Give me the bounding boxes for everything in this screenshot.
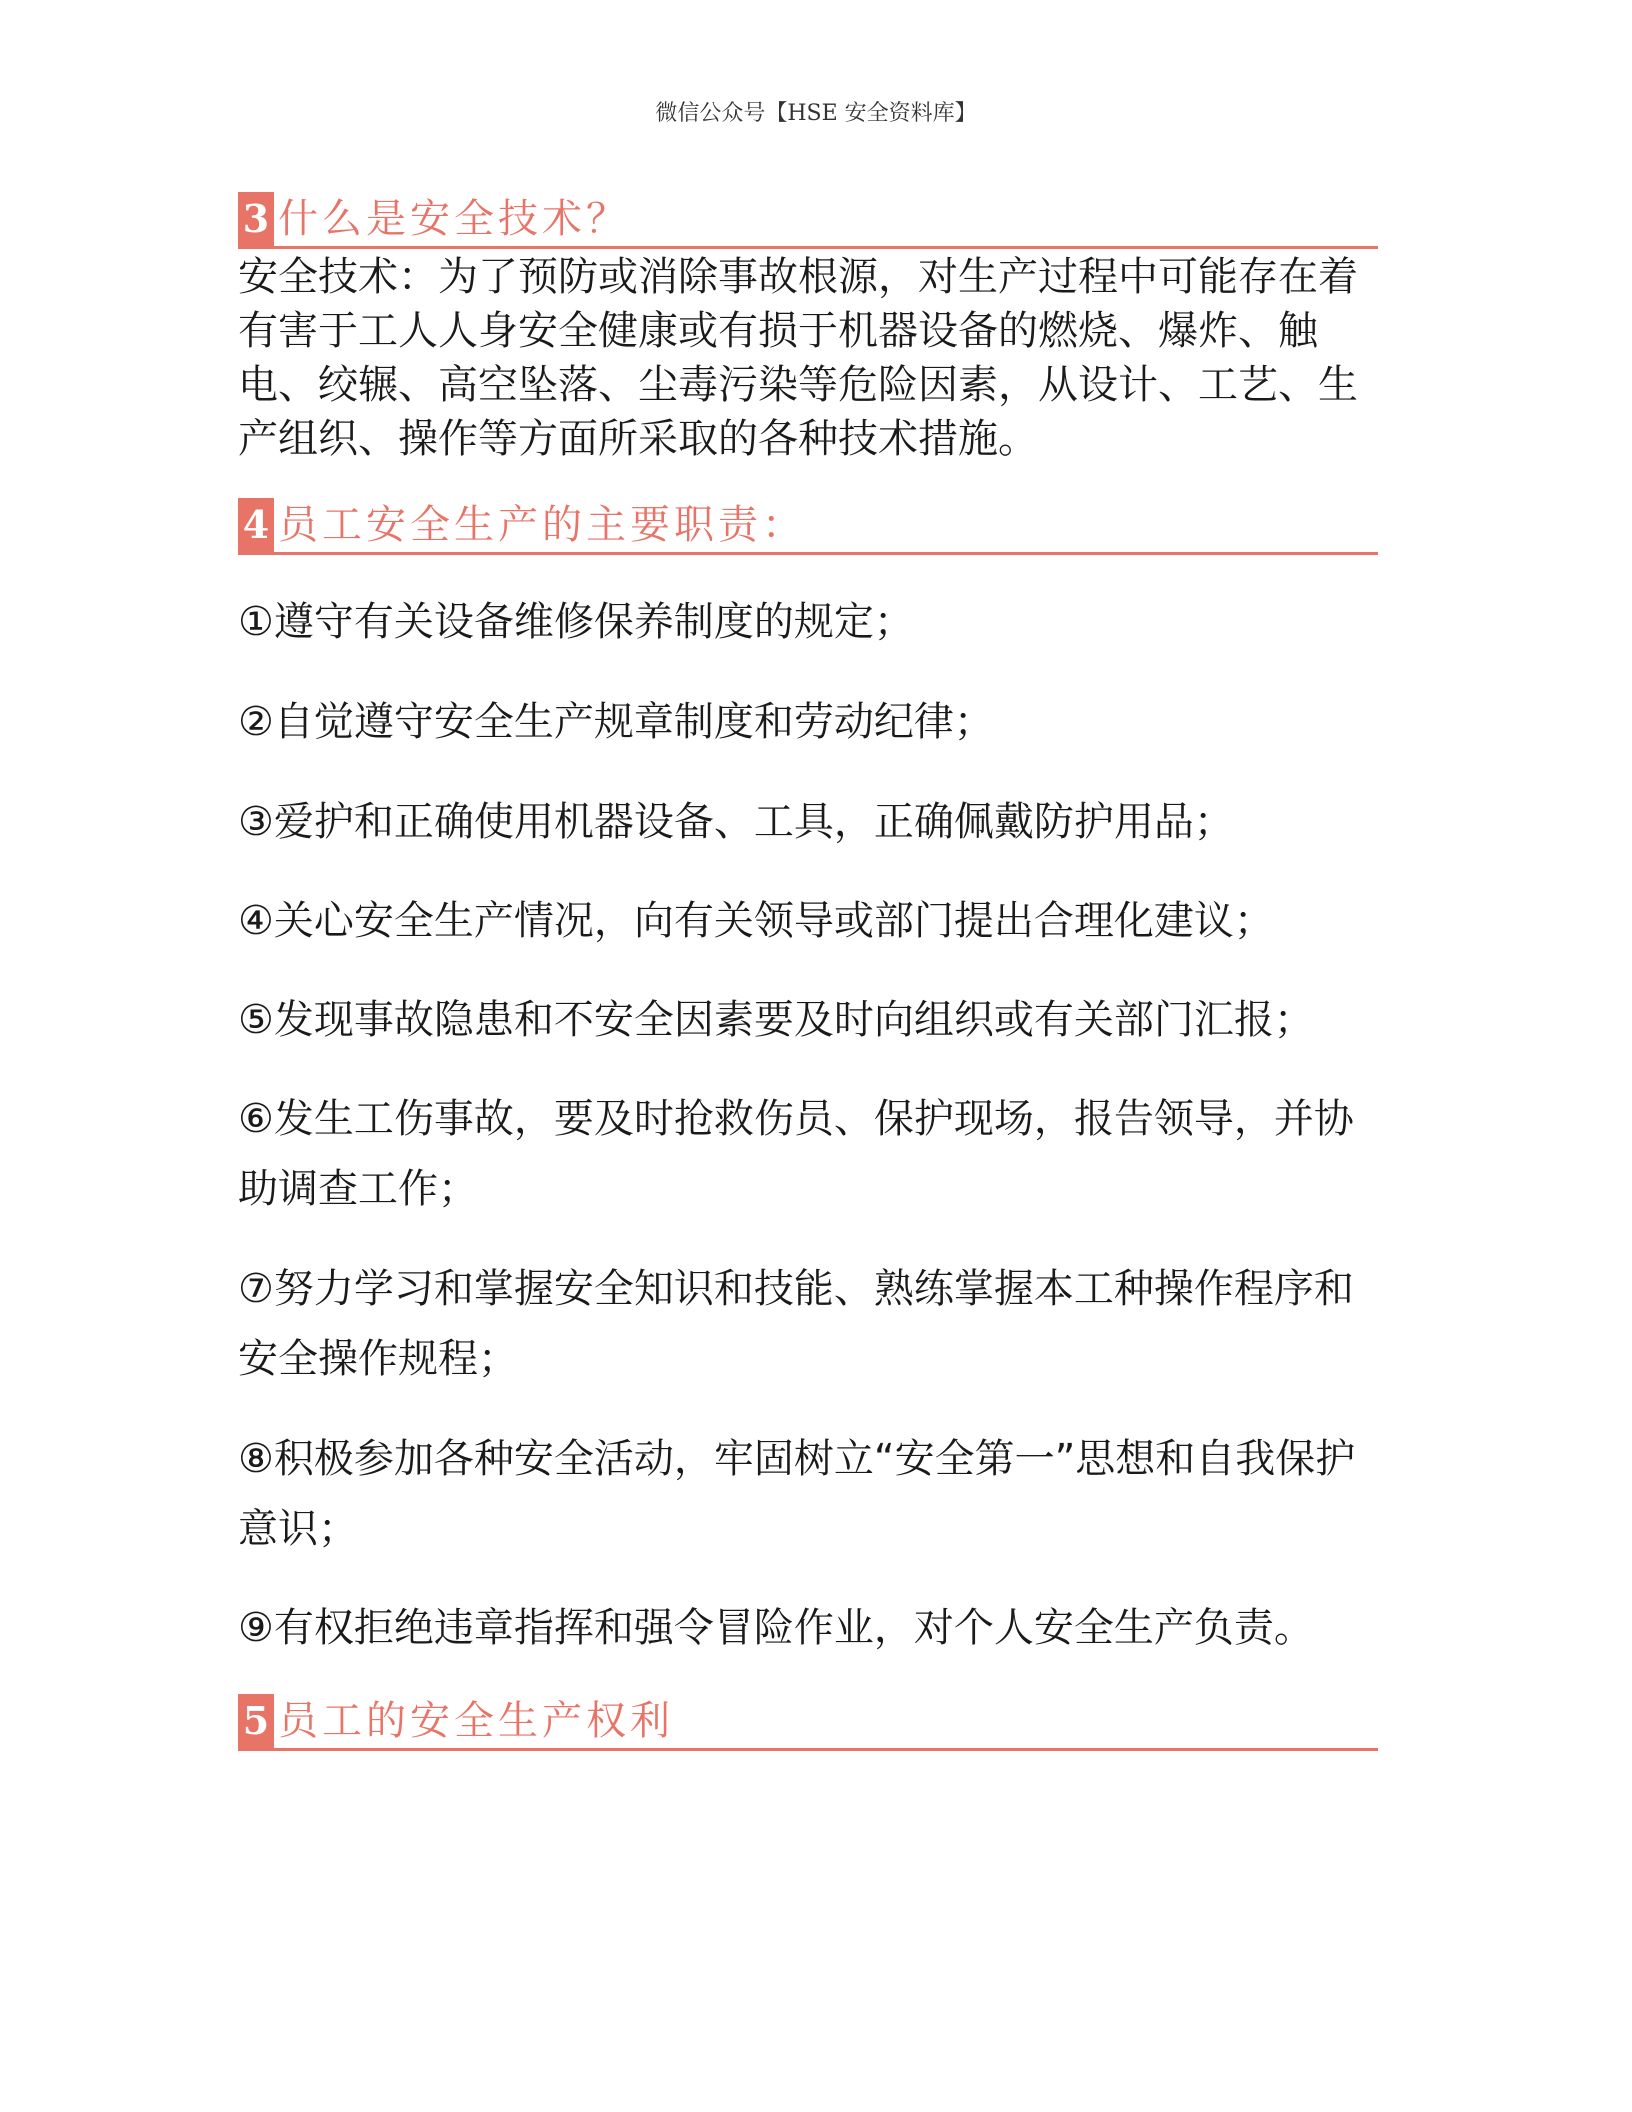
section-heading-3 (238, 188, 1378, 249)
definition-paragraph: 安全技术：为了预防或消除事故根源，对生产过程中可能存在着有害于工人人身安全健康或有损于机器设备的燃烧、爆炸、触电、绞辗、高空坠落、尘毒污染等危险因素，从设计、工艺、生产组织、操作等方面所采取的各种技术措施。 (238, 254, 1358, 462)
duty-item-3: ③爱护和正确使用机器设备、工具，正确佩戴防护用品； (238, 799, 1234, 845)
section-heading-5 (238, 1690, 1378, 1751)
duty-item-7: ⑦努力学习和掌握安全知识和技能、熟练掌握本工种操作程序和安全操作规程； (238, 1266, 1354, 1382)
page-header: 微信公众号【HSE 安全资料库】 (655, 101, 977, 126)
duty-item-2: ②自觉遵守安全生产规章制度和劳动纪律； (238, 699, 994, 745)
duty-item-8: ⑧积极参加各种安全活动，牢固树立“安全第一”思想和自我保护意识； (238, 1436, 1356, 1552)
section-title: 员工安全生产的主要职责： (278, 502, 806, 548)
section-number: 4 (238, 498, 274, 552)
section-number: 3 (238, 192, 274, 246)
section-heading-4 (238, 494, 1378, 555)
duty-item-5: ⑤发现事故隐患和不安全因素要及时向组织或有关部门汇报； (238, 997, 1314, 1043)
section-title: 员工的安全生产权利 (278, 1698, 674, 1744)
duty-item-9: ⑨有权拒绝违章指挥和强令冒险作业，对个人安全生产负责。 (238, 1605, 1314, 1651)
section-title: 什么是安全技术？ (278, 196, 630, 242)
duty-item-6: ⑥发生工伤事故，要及时抢救伤员、保护现场，报告领导，并协助调查工作； (238, 1096, 1354, 1212)
duty-item-1: ①遵守有关设备维修保养制度的规定； (238, 599, 914, 645)
section-number: 5 (238, 1694, 274, 1748)
duty-item-4: ④关心安全生产情况，向有关领导或部门提出合理化建议； (238, 898, 1274, 944)
